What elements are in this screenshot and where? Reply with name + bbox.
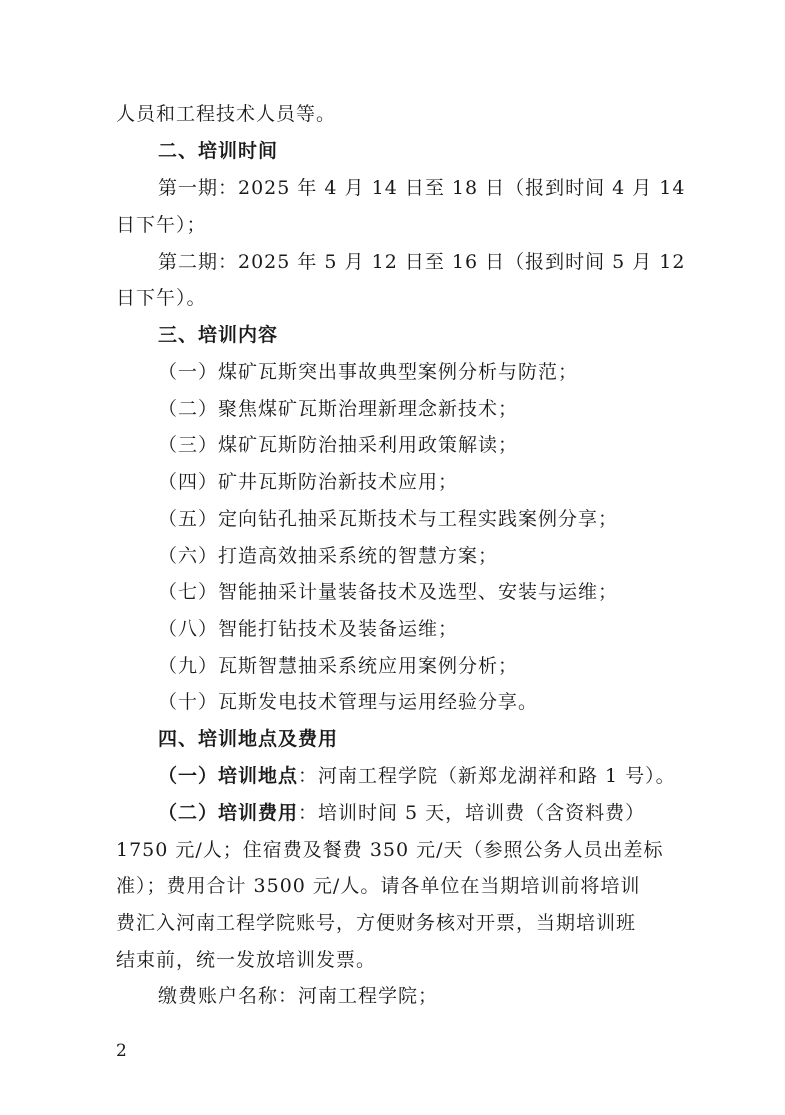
venue-text: ：河南工程学院（新郑龙湖祥和路 1 号）。 — [298, 765, 676, 787]
account-name-line: 缴费账户名称：河南工程学院； — [158, 985, 439, 1007]
fee-text: ：培训时间 5 天，培训费（含资料费） — [298, 802, 646, 824]
list-item: （二）聚焦煤矿瓦斯治理新理念新技术； — [158, 398, 519, 420]
text-line: 人员和工程技术人员等。 — [116, 103, 337, 125]
text-line: 1750 元/人；住宿费及餐费 350 元/天（参照公务人员出差标 — [116, 839, 664, 861]
list-item: （五）定向钻孔抽采瓦斯技术与工程实践案例分享； — [158, 508, 619, 530]
venue-line — [158, 763, 676, 789]
list-item: （八）智能打钻技术及装备运维； — [158, 618, 459, 640]
text-line: 日下午）。 — [116, 287, 207, 309]
text-line: 结束前，统一发放培训发票。 — [116, 949, 377, 971]
text-line: 日下午）； — [116, 214, 207, 236]
list-item: （七）智能抽采计量装备技术及选型、安装与运维； — [158, 581, 619, 603]
text-line: 第二期：2025 年 5 月 12 日至 16 日（报到时间 5 月 12 — [158, 251, 686, 273]
list-item: （十）瓦斯发电技术管理与运用经验分享。 — [158, 691, 539, 713]
list-item: （六）打造高效抽采系统的智慧方案； — [158, 545, 499, 567]
text-line: 第一期：2025 年 4 月 14 日至 18 日（报到时间 4 月 14 — [158, 177, 686, 199]
section-heading: 二、培训时间 — [158, 140, 279, 162]
list-item: （三）煤矿瓦斯防治抽采利用政策解读； — [158, 434, 519, 456]
venue-label: （一）培训地点 — [158, 765, 299, 787]
page-number: 2 — [116, 1041, 127, 1061]
fee-line — [158, 800, 645, 826]
section-heading: 三、培训内容 — [158, 324, 279, 346]
list-item: （四）矿井瓦斯防治新技术应用； — [158, 471, 459, 493]
text-line: 费汇入河南工程学院账号，方便财务核对开票，当期培训班 — [116, 912, 637, 934]
list-item: （九）瓦斯智慧抽采系统应用案例分析； — [158, 655, 519, 677]
text-line: 准）；费用合计 3500 元/人。请各单位在当期培训前将培训 — [116, 875, 641, 897]
section-heading: 四、培训地点及费用 — [158, 728, 339, 750]
list-item: （一）煤矿瓦斯突出事故典型案例分析与防范； — [158, 361, 579, 383]
fee-label: （二）培训费用 — [158, 802, 299, 824]
